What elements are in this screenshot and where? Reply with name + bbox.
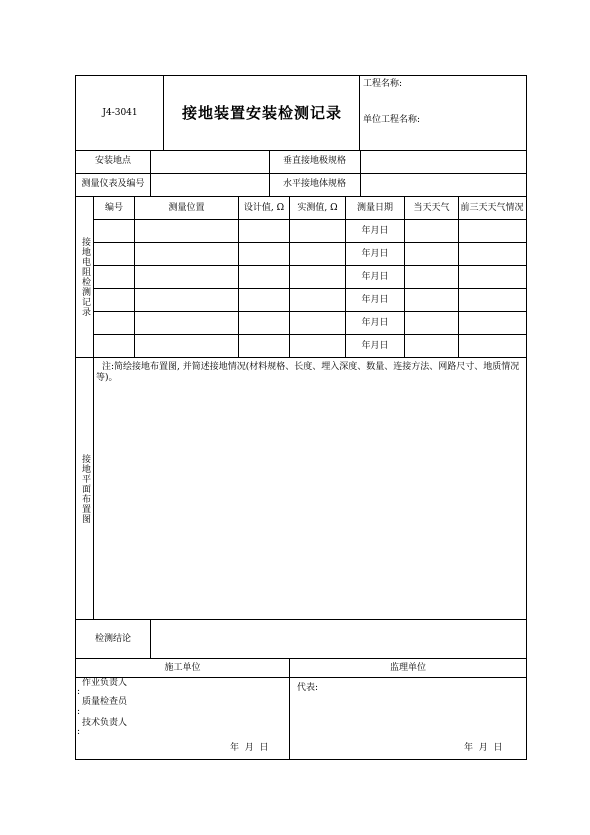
row-date: 年月日 (361, 340, 389, 351)
horizontal-conductor-spec-label: 水平接地体规格 (282, 179, 346, 189)
resistance-side-label: 接地电阻检测记录 (80, 237, 90, 317)
colon: : (77, 727, 81, 737)
vertical-electrode-spec-label: 垂直接地极规格 (282, 156, 346, 166)
row-date: 年月日 (361, 248, 389, 259)
conclusion-label: 检测结论 (94, 633, 131, 644)
instrument-label: 测量仪表及编号 (81, 179, 145, 189)
layout-drawing-area[interactable] (94, 392, 526, 618)
col-measure-date: 测量日期 (356, 202, 393, 213)
representative-label: 代表: (297, 683, 319, 693)
tech-leader-label: 技术负责人 (82, 718, 128, 728)
col-measured-value: 实测值, Ω (297, 202, 338, 213)
conclusion-field[interactable] (151, 620, 526, 658)
install-location-field[interactable] (151, 151, 269, 172)
col-weather-today: 当天天气 (413, 202, 450, 213)
quality-inspector-label: 质量检查员 (82, 697, 128, 707)
col-weather-prev-3-days: 前三天天气情况 (460, 202, 524, 213)
construction-sign-date: 年 月 日 (230, 743, 269, 753)
instrument-field[interactable] (151, 174, 269, 195)
form-title: 接地装置安装检测记录 (181, 103, 342, 122)
construction-unit-label: 施工单位 (164, 663, 201, 673)
colon: : (77, 707, 81, 717)
layout-side-label: 接地平面布置图 (80, 453, 90, 524)
row-date: 年月日 (361, 225, 389, 236)
project-name-label: 工程名称: (363, 79, 403, 89)
colon: : (77, 687, 81, 697)
form-code: J4-3041 (102, 107, 138, 118)
supervision-unit-label: 监理单位 (389, 663, 426, 673)
supervision-sign-date: 年 月 日 (464, 743, 503, 753)
horizontal-conductor-spec-field[interactable] (361, 174, 526, 195)
unit-project-name-label: 单位工程名称: (363, 115, 421, 125)
work-leader-label: 作业负责人 (82, 678, 128, 688)
install-location-label: 安装地点 (94, 156, 131, 166)
row-date: 年月日 (361, 294, 389, 305)
row-date: 年月日 (361, 271, 389, 282)
row-date: 年月日 (361, 317, 389, 328)
col-position: 测量位置 (168, 202, 205, 213)
col-design-value: 设计值, Ω (243, 202, 285, 213)
layout-note: 注:简绘接地布置图, 并简述接地情况(材料规格、长度、埋入深度、数量、连接方法、网路尺寸、地质情况等)。 (96, 362, 520, 383)
col-number: 编号 (104, 202, 123, 213)
vertical-electrode-spec-field[interactable] (361, 151, 526, 172)
